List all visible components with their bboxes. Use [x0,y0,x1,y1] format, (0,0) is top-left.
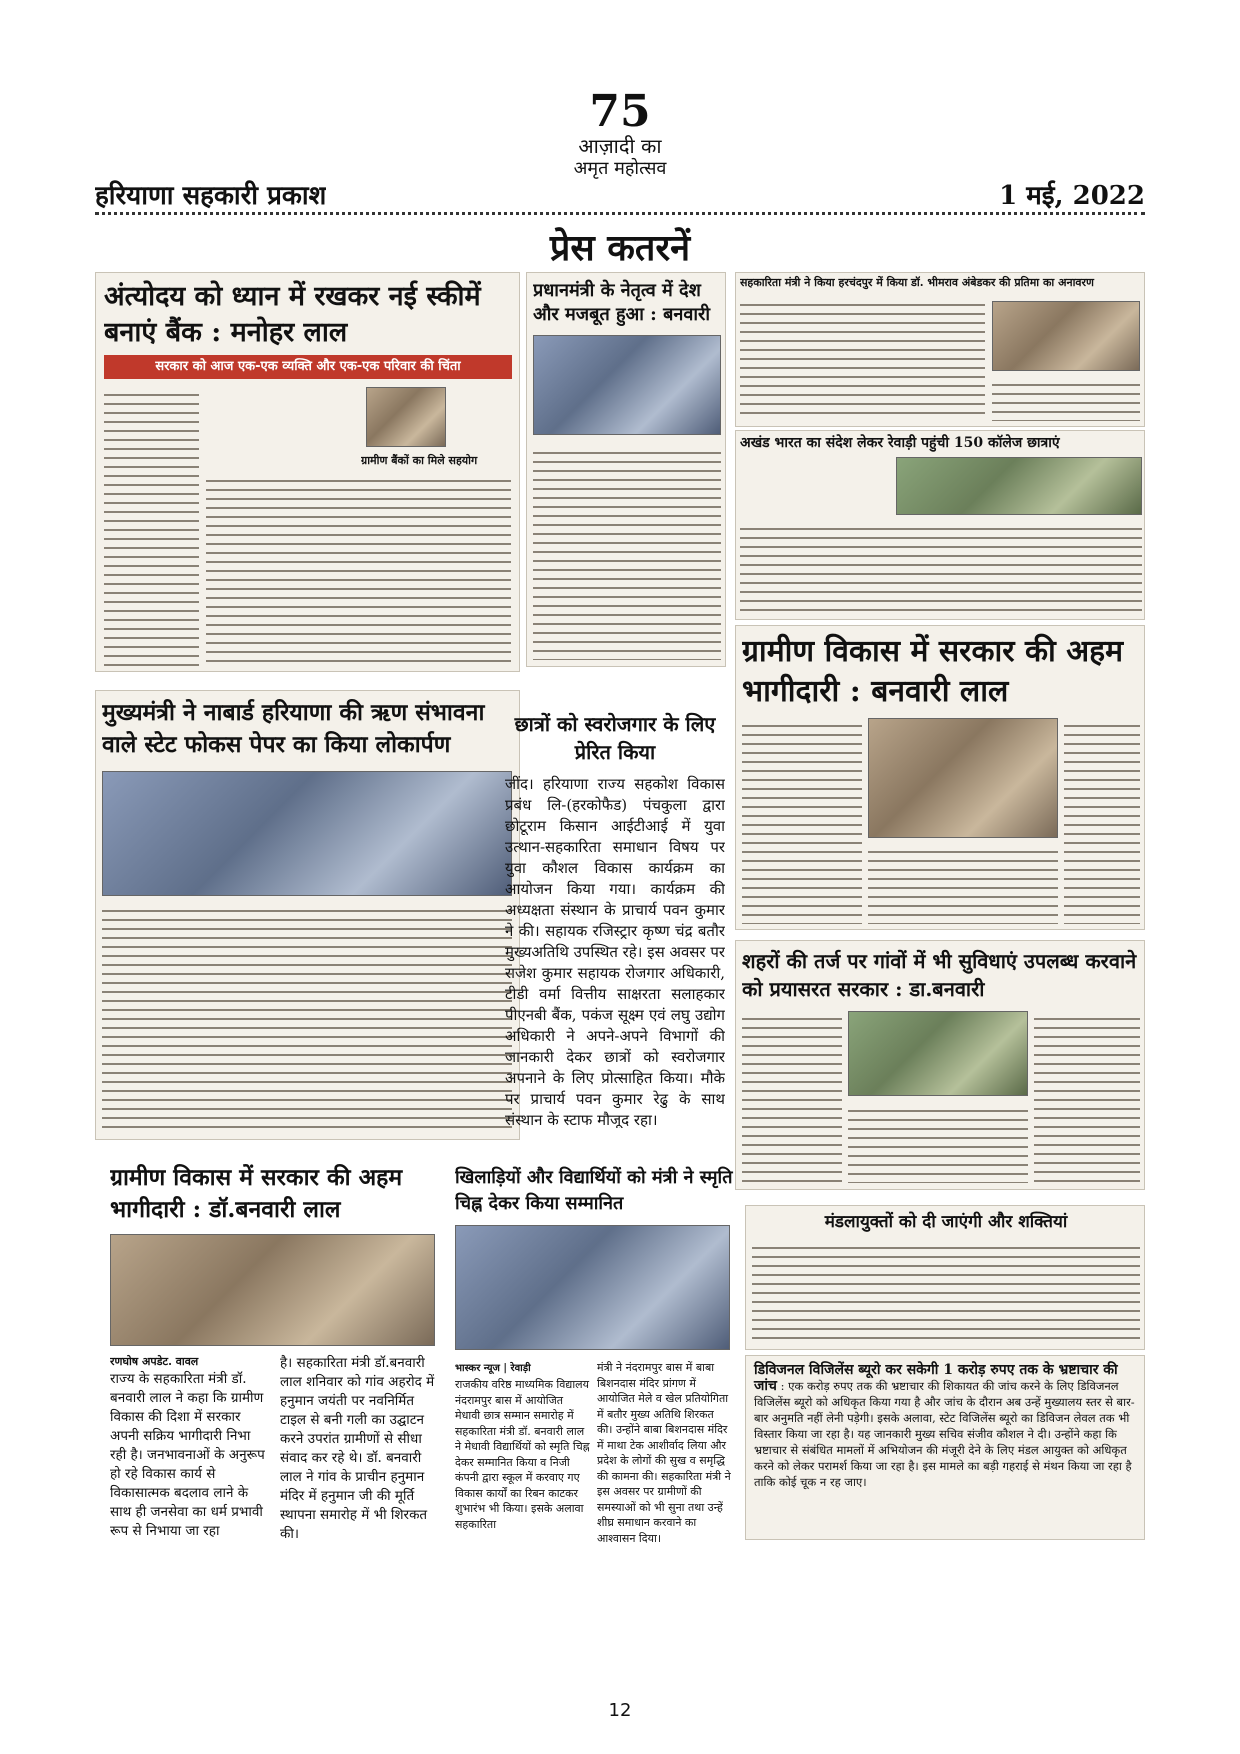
photo [848,1011,1028,1096]
logo-line2: अमृत महोत्सव [573,158,667,179]
clip-shehron-ki-tarz [735,940,1145,1190]
clip-headline: मुख्यमंत्री ने नाबार्ड हरियाणा की ऋण संभावना वाले स्टेट फोकस पेपर का किया लोकार्पण [102,699,485,758]
photo [868,718,1058,838]
clip-text-column [742,1011,842,1183]
clip-swarojgar [505,710,725,1130]
clip-text-body [740,521,1142,615]
clip-headline: छात्रों को स्वरोजगार के लिए प्रेरित किया [514,712,716,764]
clip-text-column [1034,1011,1140,1183]
clip-headline: प्रधानमंत्री के नेतृत्व में देश और मजबूत हुआ : बनवारी [533,280,711,325]
header-divider [95,212,1145,215]
clip-text-body [848,1103,1028,1183]
clip-headline: डिविजनल विजिलेंस ब्यूरो कर सकेगी 1 करोड़ रुपए तक के भ्रष्टाचार की जांच [754,1362,1118,1394]
clip-text-column [104,387,199,667]
page-number: 12 [608,1700,632,1721]
clip-caption [992,377,1140,421]
clip-text-body [206,473,511,667]
clip-headline: ग्रामीण विकास में सरकार की अहम भागीदारी : बनवारी लाल [742,634,1124,709]
clip-headline: शहरों की तर्ज पर गांवों में भी सुविधाएं उपलब्ध करवाने को प्रयासरत सरकार : डा.बनवारी [742,949,1137,1001]
issue-date: 1 मई, 2022 [999,181,1145,211]
clip-text-column: राजकीय वरिष्ठ माध्यमिक विद्यालय नंदरामपुर बास में आयोजित मेधावी छात्र सम्मान समारोह में सहकारिता मंत्री डॉ. बनवारी लाल ने मेधावी विद्यार्थियों को स्मृति चिह्न देकर सम्मानित किया व निजी कंपनी द्वारा स्कूल में करवाए गए विकास कार्यों का रिबन काटकर शुभारंभ भी किया। इसके अलावा सहकारिता [455,1378,590,1531]
photo [366,387,446,447]
clip-divisional-vigilance [745,1355,1145,1540]
clip-gramin-vikas-dr-banwari [95,1162,445,1692]
clip-text-body [533,445,721,660]
photo [533,335,721,435]
photo [992,301,1140,371]
clip-nabard-focus-paper [95,690,520,1140]
clip-text-body [740,297,985,421]
clip-text-body: जींद। हरियाणा राज्य सहकोश विकास प्रबंध लि-(हरकोफैड) पंचकुला द्वारा छोटूराम किसान आईटीआई में युवा उत्थान-सहकारिता समाधान विषय पर युवा कौशल विकास कार्यक्रम का आयोजन किया गया। कार्यक्रम की अध्यक्षता संस्थान के प्राचार्य पवन कुमार ने की। सहायक रजिस्ट्रार कृष्ण चंद्र बतौर मुख्यअतिथि उपस्थित रहे। इस अवसर पर राजेश कुमार सहायक रोजगार अधिकारी, टीडी वर्मा वित्तीय साक्षरता सलाहकार पीएनबी बैंक, पकंज सूक्ष्म एवं लघु उद्योग अधिकारी ने अपने-अपने विभागों की जानकारी देकर छात्रों को स्वरोजगार अपनाने के लिए प्रोत्साहित किया। मौके पर प्राचार्य पवन कुमार रेढु के साथ संस्थान के स्टाफ मौजूद रहा। [505,775,725,1128]
clip-text-body: : एक करोड़ रुपए तक की भ्रष्टाचार की शिकायत की जांच करने के लिए डिविजनल विजिलेंस ब्यूरो को अधिकृत किया गया है और जांच के दौरान अब उन्हें मुख्यालय स्तर से बार-बार अनुमति नहीं लेनी पड़ेगी। इसके अलावा, स्टेट विजिलेंस ब्यूरो का डिविजन लेवल तक भी विस्तार किया जा रहा है। यह जानकारी मुख्य सचिव संजीव कौशल ने दी। उन्होंने कहा कि भ्रष्टाचार से संबंधित मामलों में अभियोजन की मंजूरी देने के लिए मंडल आयुक्त को अधिकृत करने को लेकर परामर्श किया जा रहा है। इस मामले का बड़ी गहराई से मंथन किया जा रहा है ताकि कोई चूक न रह जाए। [754,1379,1135,1489]
clip-headline: खिलाड़ियों और विद्यार्थियों को मंत्री ने स्मृति चिह्न देकर किया सम्मानित [455,1167,733,1214]
section-title: प्रेस कतरनें [549,227,691,269]
clip-ambedkar-statue [735,272,1145,427]
clip-gramin-vikas-banwari [735,625,1145,930]
photo [102,771,512,896]
clip-text-body [102,903,512,1133]
clip-text-body [868,844,1058,924]
clip-headline: ग्रामीण विकास में सरकार की अहम भागीदारी : डॉ.बनवारी लाल [110,1164,403,1223]
clip-text-column [742,718,862,924]
azadi-ka-amrit-mahotsav-logo [540,90,700,200]
logo-line1: आज़ादी का [578,134,662,158]
clip-akhand-bharat [735,430,1145,620]
clip-mandalayukt-shaktiyan [745,1205,1145,1350]
clip-headline: अंत्योदय को ध्यान में रखकर नई स्कीमें बनाएं बैंक : मनोहर लाल [104,281,481,348]
clip-credit: रणघोष अपडेट. वावल [110,1355,199,1368]
clip-headline: मंडलायुक्तों को दी जाएंगी और शक्तियां [824,1212,1068,1232]
logo-number: 75 [589,90,651,137]
clip-box-heading: ग्रामीण बैंकों का मिले सहयोग [361,454,478,467]
clip-khiladiyon-samman [455,1165,735,1585]
clip-headline: सहकारिता मंत्री ने किया हरचंदपुर में किया डॉ. भीमराव अंबेडकर की प्रतिमा का अनावरण [740,276,1095,289]
clip-text-column: मंत्री ने नंदरामपुर बास में बाबा बिशनदास मंदिर प्रांगण में आयोजित मेले व खेल प्रतियोगिता में बतौर मुख्य अतिथि शिरकत की। उन्होंने बाबा बिशनदास मंदिर में माथा टेक आशीर्वाद लिया और प्रदेश के लोगों की सुख व समृद्धि की कामना की। सहकारिता मंत्री ने इस अवसर पर ग्रामीणों की समस्याओं को भी सुना तथा उन्हें शीघ्र समाधान करवाने का आश्वासन दिया। [597,1361,731,1545]
publication-title: हरियाणा सहकारी प्रकाश [95,181,327,211]
clip-antyodaya [95,272,520,672]
clip-pradhanmantri [526,272,726,667]
clip-text-body [752,1240,1140,1344]
photo [110,1234,435,1346]
clip-text-column: है। सहकारिता मंत्री डॉ.बनवारी लाल शनिवार को गांव अहरोद में हनुमान जयंती पर नवनिर्मित टाइल से बनी गली का उद्घाटन करने उपरांत ग्रामीणों से सीधा संवाद कर रहे थे। डॉ. बनवारी लाल ने गांव के प्राचीन हनुमान मंदिर में हनुमान जी की मूर्ति स्थापना समारोह में भी शिरकत की। [280,1355,435,1542]
photo [455,1225,730,1350]
clip-text-column [1064,718,1140,924]
clip-credit: भास्कर न्यूज | रेवाड़ी [455,1363,531,1374]
photo [896,457,1142,515]
clip-subheadline: सरकार को आज एक-एक व्यक्ति और एक-एक परिवार की चिंता [104,355,512,379]
clip-headline: अखंड भारत का संदेश लेकर रेवाड़ी पहुंची 150 कॉलेज छात्राएं [740,435,1060,451]
clip-text-column: राज्य के सहकारिता मंत्री डॉ. बनवारी लाल ने कहा कि ग्रामीण विकास की दिशा में सरकार अपनी सक्रिय भागीदारी निभा रही है। जनभावनाओं के अनुरूप हो रहे विकास कार्य से विकासात्मक बदलाव लाने के साथ ही जनसेवा का धर्म प्रभावी रूप से निभाया जा रहा [110,1371,265,1539]
